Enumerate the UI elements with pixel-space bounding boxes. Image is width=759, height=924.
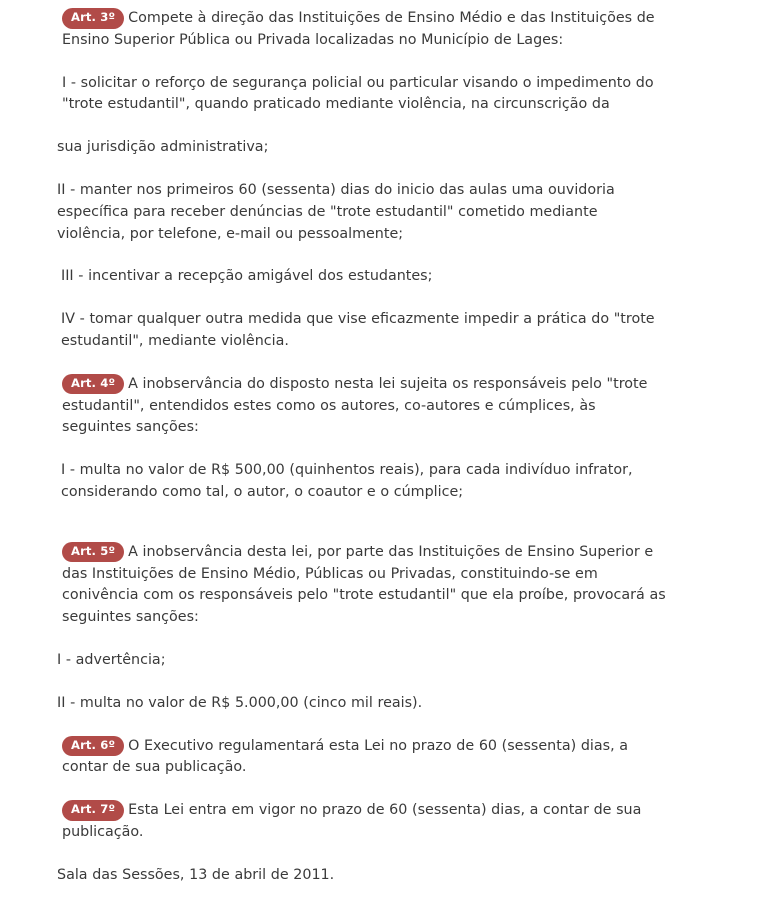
article-badge-art-7: Art. 7º bbox=[62, 800, 124, 821]
article-block-art-3-inciso-3 bbox=[56, 266, 668, 288]
article-text-art-3-inciso-1: I - solicitar o reforço de segurança policial ou particular visando o impedimento do "trote estudantil", quando praticado mediante violência, na circunscrição da bbox=[62, 74, 654, 113]
document-body bbox=[56, 8, 668, 887]
article-text-art-5-inciso-1: I - advertência; bbox=[57, 651, 166, 668]
article-text-art-3-inciso-3: III - incentivar a recepção amigável dos estudantes; bbox=[61, 268, 433, 285]
article-badge-art-5: Art. 5º bbox=[62, 542, 124, 563]
article-block-art-4-inciso-1 bbox=[56, 460, 668, 504]
article-text-art-5: A inobservância desta lei, por parte das Instituições de Ensino Superior e das Instituições de Ensino Médio, Públicas ou Privadas, constituindo-se em conivência com os responsáveis pelo "trote estudantil" que ela proíbe, provocará as seguintes sanções: bbox=[62, 543, 666, 626]
article-badge-art-3: Art. 3º bbox=[62, 8, 124, 29]
article-block-art-3 bbox=[56, 8, 668, 52]
closing-text: Sala das Sessões, 13 de abril de 2011. bbox=[57, 866, 335, 883]
closing-line bbox=[56, 865, 668, 887]
article-block-art-4 bbox=[56, 374, 668, 439]
article-block-art-5-inciso-2 bbox=[56, 693, 668, 715]
article-block-art-3-inciso-1-cont bbox=[56, 137, 668, 159]
article-text-art-3-inciso-1-cont: sua jurisdição administrativa; bbox=[57, 139, 269, 156]
article-block-art-6 bbox=[56, 736, 668, 780]
article-block-art-3-inciso-1 bbox=[56, 73, 668, 117]
article-block-art-5 bbox=[56, 542, 668, 629]
article-text-art-3: Compete à direção das Instituições de Ensino Médio e das Instituições de Ensino Superior Pública ou Privada localizadas no Município de Lages: bbox=[62, 10, 655, 48]
article-badge-art-4: Art. 4º bbox=[62, 374, 124, 395]
article-text-art-7: Esta Lei entra em vigor no prazo de 60 (sessenta) dias, a contar de sua publicação. bbox=[62, 802, 642, 840]
article-block-art-3-inciso-4 bbox=[56, 309, 668, 353]
article-badge-art-6: Art. 6º bbox=[62, 736, 124, 757]
article-text-art-6: O Executivo regulamentará esta Lei no prazo de 60 (sessenta) dias, a contar de sua publicação. bbox=[62, 737, 629, 776]
article-text-art-4-inciso-1: I - multa no valor de R$ 500,00 (quinhentos reais), para cada indivíduo infrator, considerando como tal, o autor, o coautor e o cúmplice; bbox=[61, 462, 633, 500]
article-text-art-3-inciso-2: II - manter nos primeiros 60 (sessenta) dias do inicio das aulas uma ouvidoria específica para receber denúncias de "trote estudantil" cometido mediante violência, por telefone, e-mail ou pessoalmente; bbox=[57, 181, 615, 242]
article-block-art-5-inciso-1 bbox=[56, 650, 668, 672]
article-block-art-7 bbox=[56, 800, 668, 844]
article-text-art-5-inciso-2: II - multa no valor de R$ 5.000,00 (cinco mil reais). bbox=[57, 694, 423, 711]
article-text-art-3-inciso-4: IV - tomar qualquer outra medida que vise eficazmente impedir a prática do "trote estudantil", mediante violência. bbox=[61, 311, 655, 349]
article-block-art-3-inciso-2 bbox=[56, 180, 668, 245]
article-text-art-4: A inobservância do disposto nesta lei sujeita os responsáveis pelo "trote estudantil", entendidos estes como os autores, co-autores e cúmplices, às seguintes sanções: bbox=[62, 375, 648, 436]
